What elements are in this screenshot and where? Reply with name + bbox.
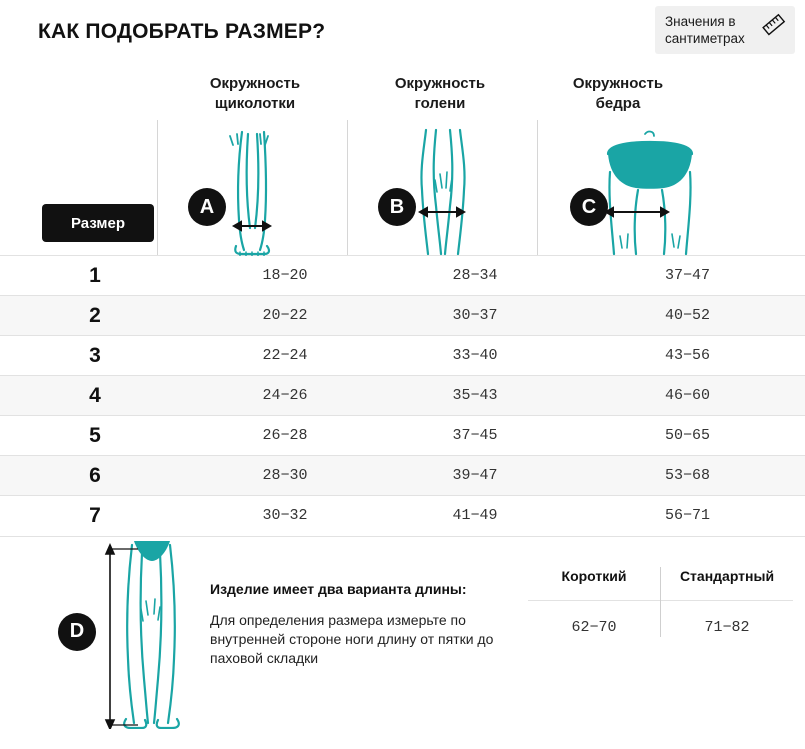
unit-note	[655, 6, 795, 54]
cell-calf: 28−34	[380, 256, 570, 296]
cell-ankle: 20−22	[190, 296, 380, 336]
length-note-text: Для определения размера измерьте по внутренней стороне ноги длину от пятки до паховой складки	[210, 611, 494, 666]
cell-calf: 39−47	[380, 456, 570, 496]
cell-calf: 41−49	[380, 496, 570, 536]
ankle-illustration	[212, 128, 332, 256]
thigh-illustration	[590, 128, 740, 256]
cell-thigh: 43−56	[570, 336, 805, 376]
length-table	[528, 567, 793, 637]
table-row	[0, 416, 805, 456]
cell-calf: 35−43	[380, 376, 570, 416]
size-column-header: Размер	[42, 204, 154, 242]
column-divider-3	[537, 120, 538, 255]
table-row	[0, 376, 805, 416]
cell-thigh: 50−65	[570, 416, 805, 456]
cell-thigh: 56−71	[570, 496, 805, 536]
cell-calf: 33−40	[380, 336, 570, 376]
column-header-thigh-line1: Окружность	[572, 75, 664, 92]
badge-b: B	[378, 188, 416, 226]
column-header-calf	[350, 74, 530, 114]
length-note-title: Изделие имеет два варианта длины:	[210, 580, 467, 597]
cell-ankle: 22−24	[190, 336, 380, 376]
unit-note-line2: сантиметрах	[665, 31, 745, 46]
size-table	[0, 255, 805, 536]
page-header	[0, 0, 805, 62]
cell-size: 2	[0, 296, 190, 336]
column-header-ankle-line2: щиколотки	[214, 95, 296, 112]
ruler-icon	[761, 12, 787, 38]
length-note	[210, 581, 520, 668]
column-header-thigh-line2: бедра	[595, 95, 641, 112]
column-divider-2	[347, 120, 348, 255]
length-illustration	[98, 539, 218, 729]
cell-calf: 37−45	[380, 416, 570, 456]
unit-note-line1: Значения в	[665, 14, 736, 29]
cell-ankle: 24−26	[190, 376, 380, 416]
cell-size: 4	[0, 376, 190, 416]
cell-size: 6	[0, 456, 190, 496]
length-table-header-row	[528, 567, 793, 601]
cell-thigh: 37−47	[570, 256, 805, 296]
cell-ankle: 26−28	[190, 416, 380, 456]
table-row	[0, 496, 805, 536]
cell-size: 5	[0, 416, 190, 456]
table-row	[0, 336, 805, 376]
column-divider-1	[157, 120, 158, 255]
length-section	[0, 536, 805, 731]
length-value-short: 62−70	[528, 600, 661, 637]
badge-c: C	[570, 188, 608, 226]
cell-calf: 30−37	[380, 296, 570, 336]
cell-size: 3	[0, 336, 190, 376]
table-row	[0, 256, 805, 296]
column-header-calf-line1: Окружность	[394, 75, 486, 92]
column-header-calf-line2: голени	[414, 95, 466, 112]
cell-thigh: 53−68	[570, 456, 805, 496]
length-value-standard: 71−82	[661, 600, 794, 637]
length-header-standard: Стандартный	[679, 567, 775, 584]
cell-thigh: 40−52	[570, 296, 805, 336]
cell-ankle: 30−32	[190, 496, 380, 536]
column-headers	[0, 62, 805, 120]
table-row	[0, 296, 805, 336]
illustration-band	[0, 120, 805, 255]
page-title: КАК ПОДОБРАТЬ РАЗМЕР?	[38, 20, 326, 43]
length-table-row	[528, 600, 793, 637]
badge-a: A	[188, 188, 226, 226]
column-header-ankle	[165, 74, 345, 114]
cell-ankle: 28−30	[190, 456, 380, 496]
calf-illustration	[402, 128, 522, 256]
length-header-short: Короткий	[528, 567, 661, 601]
brief-shape	[134, 541, 170, 561]
column-header-thigh	[528, 74, 708, 114]
cell-ankle: 18−20	[190, 256, 380, 296]
cell-thigh: 46−60	[570, 376, 805, 416]
badge-d: D	[58, 613, 96, 651]
table-row	[0, 456, 805, 496]
cell-size: 7	[0, 496, 190, 536]
column-header-ankle-line1: Окружность	[209, 75, 301, 92]
cell-size: 1	[0, 256, 190, 296]
